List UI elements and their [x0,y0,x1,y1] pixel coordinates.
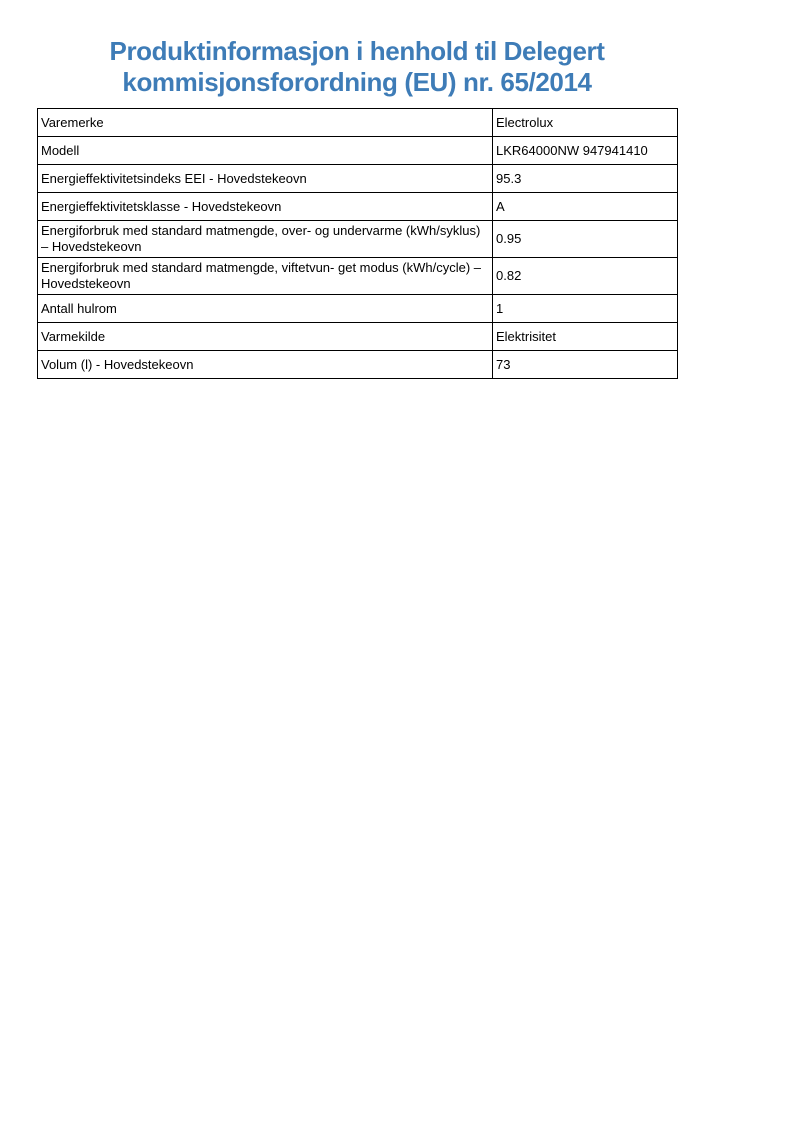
product-info-table [37,108,678,379]
row-label: Energiforbruk med standard matmengde, viftetvun- get modus (kWh/cycle) – Hovedstekeovn [38,258,493,295]
page-title-line2: kommisjonsforordning (EU) nr. 65/2014 [122,67,592,97]
row-label: Antall hulrom [38,295,493,323]
row-value: Electrolux [493,109,678,137]
row-value: 1 [493,295,678,323]
row-value: 0.82 [493,258,678,295]
page-title [37,36,677,98]
table-row [38,165,678,193]
table-row [38,137,678,165]
table-row [38,351,678,379]
row-value: A [493,193,678,221]
table-row [38,258,678,295]
row-label: Energiforbruk med standard matmengde, over- og undervarme (kWh/syklus) – Hovedstekeovn [38,221,493,258]
row-value: 73 [493,351,678,379]
row-value: 0.95 [493,221,678,258]
row-value: Elektrisitet [493,323,678,351]
table-row [38,221,678,258]
page-title-line1: Produktinformasjon i henhold til Delegert [109,36,605,66]
row-label: Energieffektivitetsklasse - Hovedstekeovn [38,193,493,221]
row-value: LKR64000NW 947941410 [493,137,678,165]
row-label: Volum (l) - Hovedstekeovn [38,351,493,379]
table-row [38,109,678,137]
row-label: Energieffektivitetsindeks EEI - Hovedstekeovn [38,165,493,193]
table-row [38,193,678,221]
table-row [38,323,678,351]
row-label: Modell [38,137,493,165]
table-row [38,295,678,323]
row-label: Varemerke [38,109,493,137]
row-value: 95.3 [493,165,678,193]
row-label: Varmekilde [38,323,493,351]
